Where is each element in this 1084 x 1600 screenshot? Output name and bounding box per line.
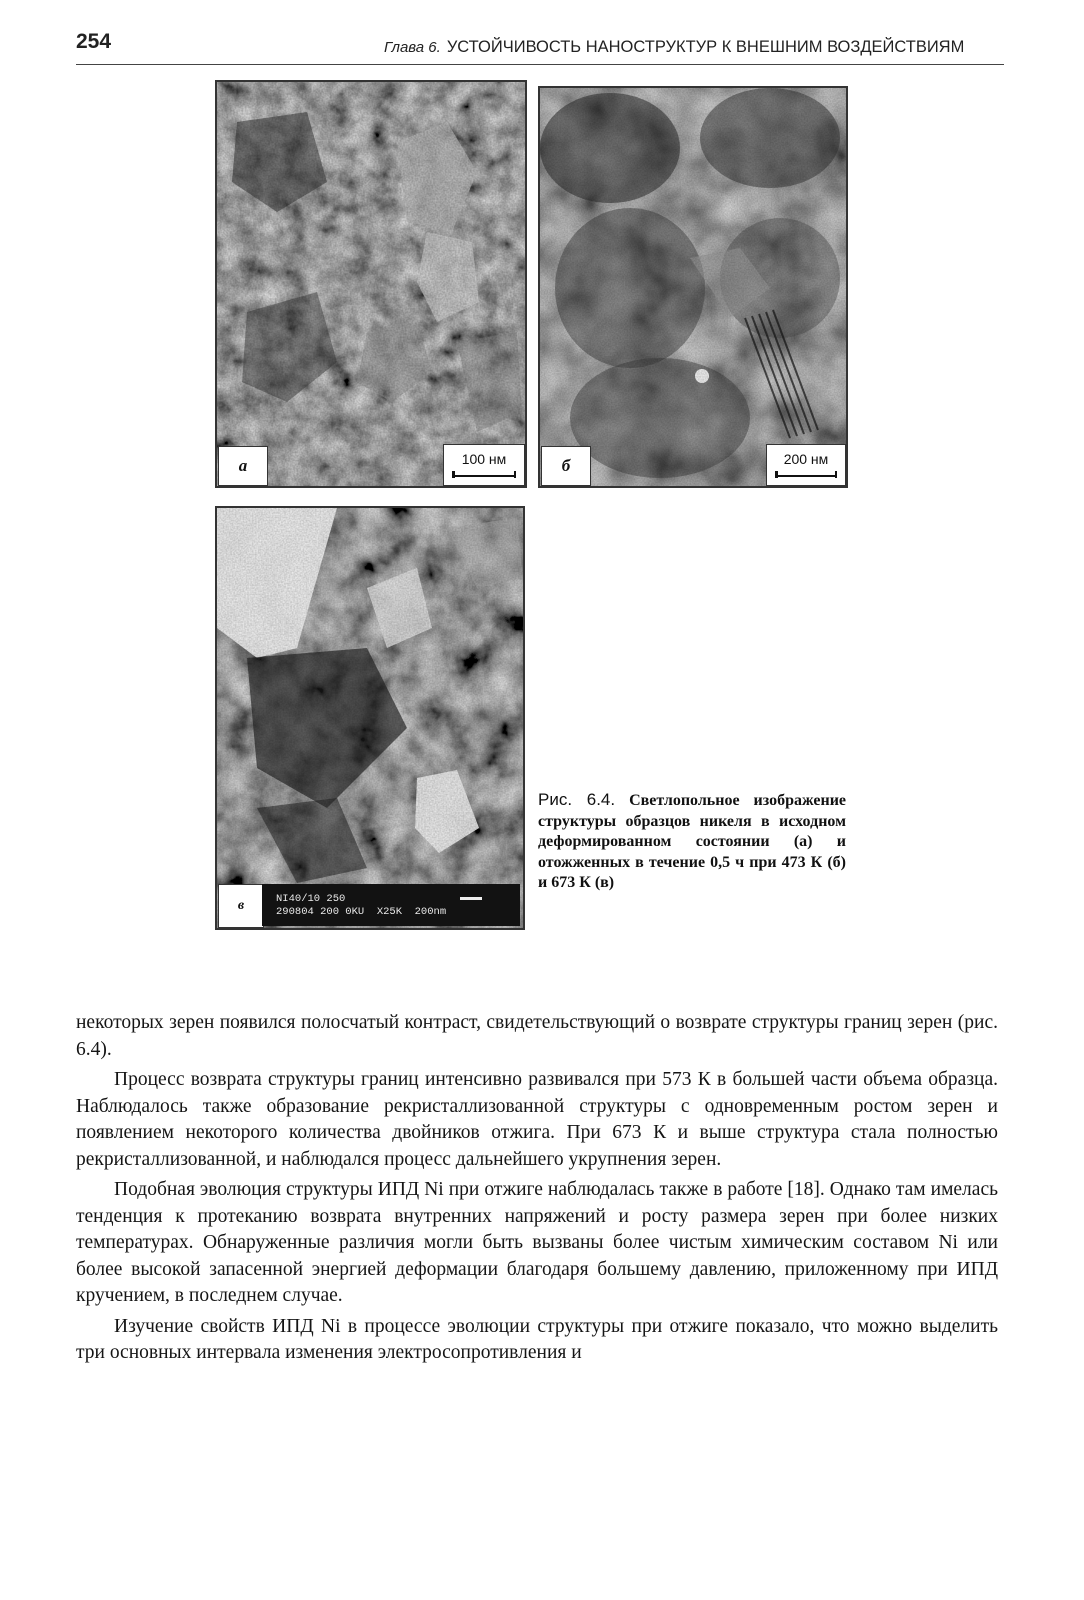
chapter-label: Глава 6. xyxy=(384,39,441,56)
sem-info-line-1: NI40/10 250 xyxy=(276,893,346,905)
scale-line-b xyxy=(775,475,837,477)
figure-number: Рис. 6.4. xyxy=(538,790,616,809)
panel-label-a: а xyxy=(218,446,268,486)
scale-label-b: 200 нм xyxy=(783,451,829,467)
page-number: 254 xyxy=(76,30,112,53)
header-rule xyxy=(76,64,1004,65)
paragraph-1: некоторых зерен появился полосчатый контраст, свидетельствующий о возврате структуры границ зерен (рис. 6.4). xyxy=(76,1012,998,1060)
chapter-title: УСТОЙЧИВОСТЬ НАНОСТРУКТУР К ВНЕШНИМ ВОЗДЕЙСТВИЯМ xyxy=(446,38,965,56)
figure-caption-text: Светлопольное изображение структуры образцов никеля в исходном деформированном состоянии (а) и отожженных в течение 0,5 ч при 473 К (б) и 673 К (в) xyxy=(538,792,847,891)
scale-bar-b xyxy=(766,444,846,486)
micrograph-c xyxy=(215,506,525,930)
running-head xyxy=(384,38,1004,57)
scale-bar-a xyxy=(443,444,525,486)
scale-line-a xyxy=(452,475,516,477)
sem-scale-bar xyxy=(460,897,482,900)
paragraph-2: Процесс возврата структуры границ интенсивно развивался при 573 К в большей части объема образца. Наблюдалось также образование рекристаллизованной структуры с одновременным ростом зерен и появлением некоторого количества двойников отжига. При 673 К и выше структура стала полностью рекристаллизованной, и наблюдался процесс дальнейшего укрупнения зерен. xyxy=(76,1069,998,1170)
scale-label-a: 100 нм xyxy=(461,451,507,467)
panel-label-c: в xyxy=(218,884,264,928)
figure-caption xyxy=(538,790,846,894)
micrograph-b xyxy=(538,86,848,488)
micrograph-a xyxy=(215,80,527,488)
paragraph-4: Изучение свойств ИПД Ni в процессе эволюции структуры при отжиге показало, что можно выделить три основных интервала изменения электросопротивления и xyxy=(76,1315,998,1363)
panel-label-b: б xyxy=(541,446,591,486)
body-text xyxy=(76,1010,998,1371)
sem-info-strip xyxy=(262,884,520,926)
paragraph-3: Подобная эволюция структуры ИПД Ni при отжиге наблюдалась также в работе [18]. Однако там имелась тенденция к протеканию возврата внутренних напряжений и росту размера зерен при более низких температурах. Обнаруженные различия могли быть вызваны более чистым химическим составом Ni или более высокой запасенной энергией деформации благодаря большему давлению, приложенному при ИПД кручением, в последнем случае. xyxy=(76,1179,998,1306)
sem-info-line-2: 290804 200 0KU X25K 200nm xyxy=(276,906,447,918)
